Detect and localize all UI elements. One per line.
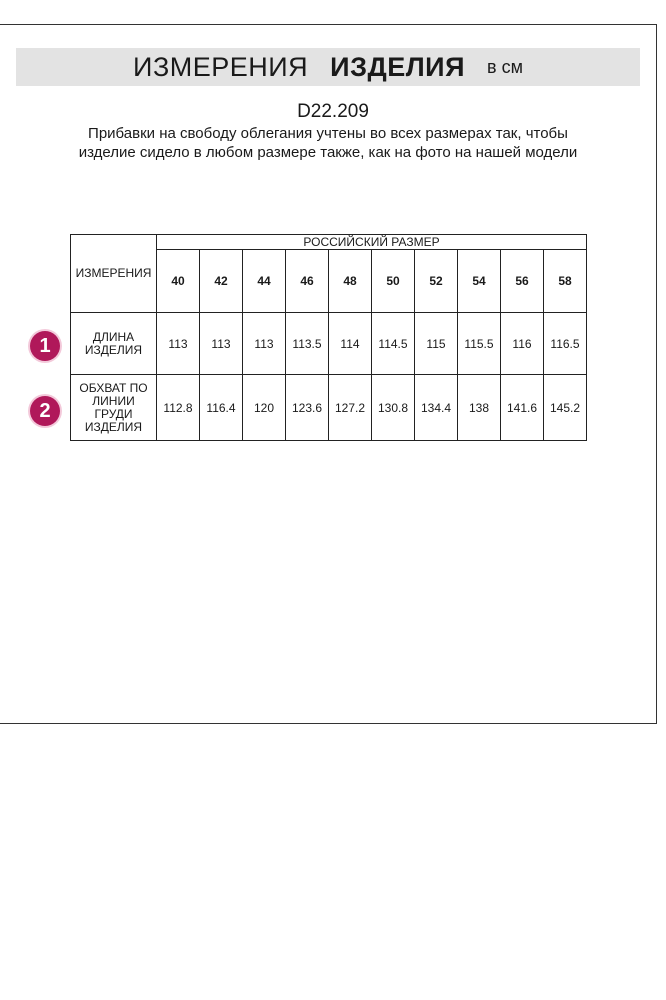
corner-label: ИЗМЕРЕНИЯ bbox=[71, 235, 157, 313]
table-cell: 113 bbox=[157, 313, 200, 375]
table-cell: 113 bbox=[243, 313, 286, 375]
article-code: D22.209 bbox=[297, 101, 369, 122]
table-cell: 116.5 bbox=[544, 313, 587, 375]
size-header: 56 bbox=[501, 250, 544, 313]
size-header: 50 bbox=[372, 250, 415, 313]
size-header: 48 bbox=[329, 250, 372, 313]
table-cell: 145.2 bbox=[544, 375, 587, 441]
size-header: 46 bbox=[286, 250, 329, 313]
table-cell: 113 bbox=[200, 313, 243, 375]
row-number-badge-2: 2 bbox=[30, 396, 60, 426]
row-label-line: ЛИНИИ bbox=[92, 393, 135, 408]
table-cell: 113.5 bbox=[286, 313, 329, 375]
size-header: 52 bbox=[415, 250, 458, 313]
table-cell: 114.5 bbox=[372, 313, 415, 375]
table-cell: 114 bbox=[329, 313, 372, 375]
size-header: 42 bbox=[200, 250, 243, 313]
row-label-chest bbox=[71, 375, 157, 441]
table-cell: 116.4 bbox=[200, 375, 243, 441]
size-group-header: РОССИЙСКИЙ РАЗМЕР bbox=[157, 235, 587, 250]
title-garment: ИЗДЕЛИЯ bbox=[330, 51, 465, 82]
table-row-length bbox=[71, 313, 587, 375]
size-header: 40 bbox=[157, 250, 200, 313]
table-cell: 115.5 bbox=[458, 313, 501, 375]
size-table bbox=[70, 234, 587, 441]
row-label-line: ИЗДЕЛИЯ bbox=[84, 342, 143, 357]
size-header: 44 bbox=[243, 250, 286, 313]
table-cell: 120 bbox=[243, 375, 286, 441]
row-label-line: ГРУДИ bbox=[94, 406, 133, 421]
row-number-badge-1: 1 bbox=[30, 331, 60, 361]
row-label-line: ОБХВАТ ПО bbox=[79, 380, 148, 395]
table-cell: 138 bbox=[458, 375, 501, 441]
row-label-line: ИЗДЕЛИЯ bbox=[84, 419, 143, 434]
table-cell: 123.6 bbox=[286, 375, 329, 441]
table-row-chest bbox=[71, 375, 587, 441]
table-cell: 130.8 bbox=[372, 375, 415, 441]
size-header: 54 bbox=[458, 250, 501, 313]
table-cell: 116 bbox=[501, 313, 544, 375]
fit-note: Прибавки на свободу облегания учтены во всех размерах так, чтобы изделие сидело в любом размере также, как на фото на нашей модели bbox=[78, 125, 578, 161]
title-unit: в см bbox=[487, 56, 523, 77]
title-banner bbox=[16, 48, 640, 86]
row-label-length bbox=[71, 313, 157, 375]
table-cell: 115 bbox=[415, 313, 458, 375]
title-measurements: ИЗМЕРЕНИЯ bbox=[133, 51, 309, 82]
table-cell: 127.2 bbox=[329, 375, 372, 441]
table-cell: 134.4 bbox=[415, 375, 458, 441]
row-label-line: ДЛИНА bbox=[92, 329, 135, 344]
size-header: 58 bbox=[544, 250, 587, 313]
table-cell: 141.6 bbox=[501, 375, 544, 441]
table-cell: 112.8 bbox=[157, 375, 200, 441]
